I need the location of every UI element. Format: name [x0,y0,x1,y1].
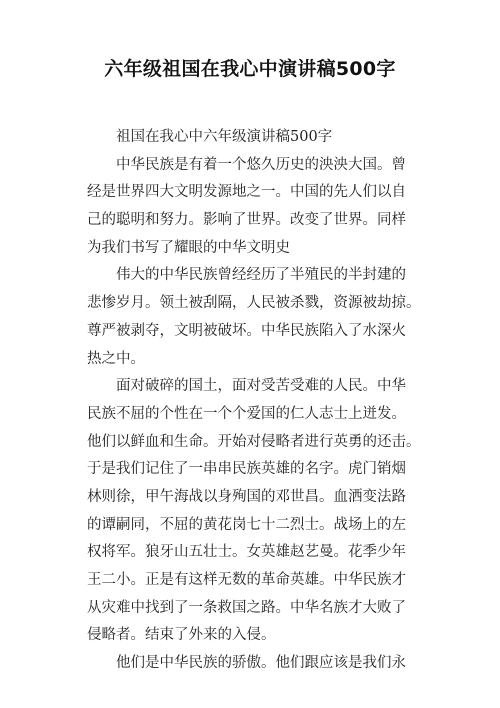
text-line: 的谭嗣同，不屈的黄花岗七十二烈士。战场上的左 [87,516,406,533]
document-body [87,124,427,678]
text-line: 尊严被剥夺，文明被破坏。中华民族陷入了水深火 [87,322,406,339]
text-line: 悲惨岁月。领土被刮隔，人民被杀戮，资源被劫掠。 [87,295,421,312]
text-line: 热之中。 [87,350,145,367]
document-title: 六年级祖国在我心中演讲稿500字 [104,58,396,80]
text-line: 他们以鲜血和生命。开始对侵略者进行英勇的还击。 [87,433,421,450]
text-line: 己的聪明和努力。影响了世界。改变了世界。同样 [87,212,406,229]
text-line: 经是世界四大文明发源地之一。中国的先人们以自 [87,184,406,201]
text-line: 民族不屈的个性在一个个爱国的仁人志士上迸发。 [87,405,406,422]
text-line: 王二小。正是有这样无数的革命英雄。中华民族才 [87,572,406,588]
text-line: 中华民族是有着一个悠久历史的泱泱大国。曾 [116,156,406,173]
text-line: 林则徐，甲午海战以身殉国的邓世昌。血洒变法路 [87,488,406,505]
text-line: 面对破碎的国土，面对受苦受难的人民。中华 [116,378,406,395]
text-line: 于是我们记住了一串串民族英雄的名字。虎门销烟 [87,461,406,478]
text-line: 祖国在我心中六年级演讲稿500字 [116,129,333,145]
text-line: 从灾难中找到了一条救国之路。中华名族才大败了 [87,599,406,616]
text-line: 为我们书写了耀眼的中华文明史 [87,239,290,256]
text-line: 权将军。狼牙山五壮士。女英雄赵艺曼。花季少年 [87,544,406,561]
text-line: 侵略者。结束了外来的入侵。 [87,627,276,644]
text-line: 伟大的中华民族曾经经历了半殖民的半封建的 [116,267,406,284]
text-line: 他们是中华民族的骄傲。他们跟应该是我们永 [116,655,406,672]
